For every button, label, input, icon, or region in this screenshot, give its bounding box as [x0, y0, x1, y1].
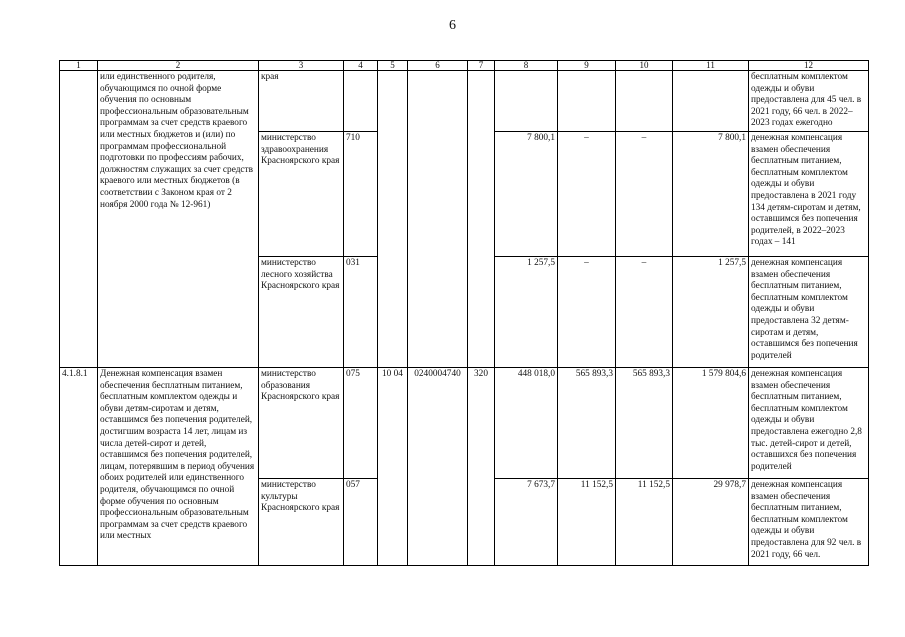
value-col9: 565 893,3 — [558, 367, 616, 478]
value-col11: 7 800,1 — [673, 131, 749, 256]
budget-table — [59, 60, 869, 566]
code-cell — [344, 71, 378, 132]
expense-type-cell — [468, 71, 495, 368]
expense-type-cell: 320 — [468, 367, 495, 565]
value-col9 — [558, 71, 616, 132]
value-col11 — [673, 71, 749, 132]
code-cell: 057 — [344, 478, 378, 565]
item-number-cell — [60, 71, 98, 368]
executor-cell: края — [259, 71, 344, 132]
header-cell-8: 8 — [495, 61, 558, 71]
value-col11: 29 978,7 — [673, 478, 749, 565]
description-cell: или единственного родителя, обучающимся по очной форме обучения по основным профессиональным образовательным программам за счет средств краевого или местных бюджетов и (или) по программам профессиональной подготовки по профессиям рабочих, должностям служащих за счет средств краевого или местных бюджетов (в соответствии с Законом края от 2 ноября 2000 года № 12-961) — [98, 71, 259, 368]
code-cell: 710 — [344, 131, 378, 256]
header-cell-7: 7 — [468, 61, 495, 71]
executor-cell: министерство лесного хозяйства Красноярского края — [259, 256, 344, 367]
value-col8: 7 673,7 — [495, 478, 558, 565]
value-col8: 7 800,1 — [495, 131, 558, 256]
header-cell-4: 4 — [344, 61, 378, 71]
table-row — [60, 71, 869, 132]
executor-cell: министерство здравоохранения Красноярского края — [259, 131, 344, 256]
value-col9: – — [558, 256, 616, 367]
target-article-cell — [408, 71, 468, 368]
value-col10 — [616, 71, 673, 132]
note-cell: денежная компенсация взамен обеспечения бесплатным питанием, бесплатным комплектом одежды и обуви предоставлена в 2021 году 134 детям-сиротам и детям, оставшимся без попечения родителей, в 2022–2023 годах – 141 — [749, 131, 869, 256]
header-cell-3: 3 — [259, 61, 344, 71]
header-cell-9: 9 — [558, 61, 616, 71]
note-cell: денежная компенсация взамен обеспечения бесплатным питанием, бесплатным комплектом одежды и обуви предоставлена ежегодно 2,8 тыс. детей-сирот и детей, оставшихся без попечения родителей — [749, 367, 869, 478]
value-col10: 11 152,5 — [616, 478, 673, 565]
value-col9: 11 152,5 — [558, 478, 616, 565]
value-col11: 1 579 804,6 — [673, 367, 749, 478]
target-article-cell: 0240004740 — [408, 367, 468, 565]
header-cell-10: 10 — [616, 61, 673, 71]
value-col8: 1 257,5 — [495, 256, 558, 367]
header-row — [60, 61, 869, 71]
executor-cell: министерство образования Красноярского края — [259, 367, 344, 478]
value-col8 — [495, 71, 558, 132]
header-cell-12: 12 — [749, 61, 869, 71]
header-cell-6: 6 — [408, 61, 468, 71]
section-cell — [378, 71, 408, 368]
item-number-cell: 4.1.8.1 — [60, 367, 98, 565]
value-col10: 565 893,3 — [616, 367, 673, 478]
value-col10: – — [616, 131, 673, 256]
header-cell-2: 2 — [98, 61, 259, 71]
value-col9: – — [558, 131, 616, 256]
header-cell-11: 11 — [673, 61, 749, 71]
executor-cell: министерство культуры Красноярского края — [259, 478, 344, 565]
page-number: 6 — [449, 18, 456, 33]
header-cell-1: 1 — [60, 61, 98, 71]
note-cell: денежная компенсация взамен обеспечения бесплатным питанием, бесплатным комплектом одежды и обуви предоставлена для 92 чел. в 2021 году, 66 чел. — [749, 478, 869, 565]
section-cell: 10 04 — [378, 367, 408, 565]
header-cell-5: 5 — [378, 61, 408, 71]
code-cell: 031 — [344, 256, 378, 367]
note-cell: бесплатным комплектом одежды и обуви предоставлена для 45 чел. в 2021 году, 66 чел. в 2022–2023 годах ежегодно — [749, 71, 869, 132]
value-col11: 1 257,5 — [673, 256, 749, 367]
value-col8: 448 018,0 — [495, 367, 558, 478]
table-row — [60, 367, 869, 478]
value-col10: – — [616, 256, 673, 367]
note-cell: денежная компенсация взамен обеспечения бесплатным питанием, бесплатным комплектом одежды и обуви предоставлена 32 детям-сиротам и детям, оставшимся без попечения родителей — [749, 256, 869, 367]
description-cell: Денежная компенсация взамен обеспечения бесплатным питанием, бесплатным комплектом одежды и обуви детям-сиротам и детям, оставшимся без попечения родителей, достигшим возраста 14 лет, лицам из числа детей-сирот и детей, оставшимся без попечения родителей, лицам, потерявшим в период обучения обоих родителей или единственного родителя, обучающимся по очной форме обучения по основным профессиональным образовательным программам за счет средств краевого или местных — [98, 367, 259, 565]
code-cell: 075 — [344, 367, 378, 478]
